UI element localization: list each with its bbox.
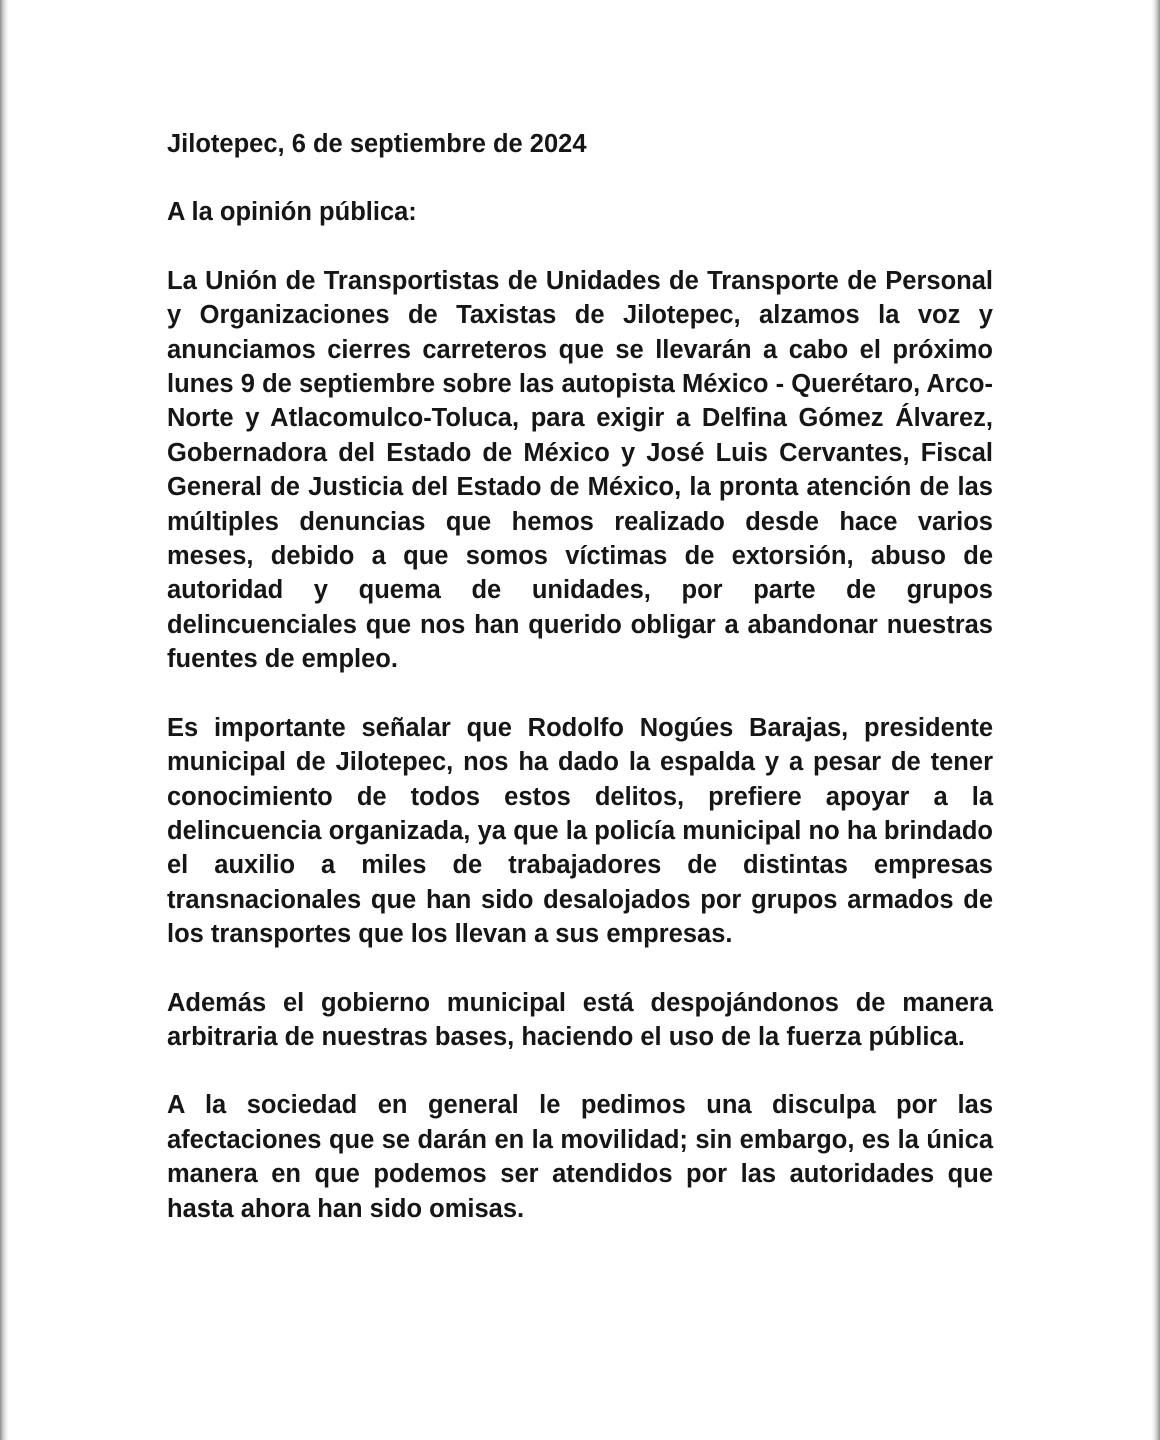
- paragraph-road-closures: La Unión de Transportistas de Unidades de Transporte de Personal y Organizaciones de Taxistas de Jilotepec, alzamos la voz y anunciamos cierres carreteros que se llevarán a cabo el próximo lunes 9 de septiembre sobre las autopista México - Querétaro, Arco- Norte y Atlacomulco-Toluca, para exigir a Delfina Gómez Álvarez, Gobernadora del Estado de México y José Luis Cervantes, Fiscal General de Justicia del Estado de México, la pronta atención de las múltiples denuncias que hemos realizado desde hace varios meses, debido a que somos víctimas de extorsión, abuso de autoridad y quema de unidades, por parte de grupos delincuenciales que nos han querido obligar a abandonar nuestras fuentes de empleo.: [167, 266, 993, 674]
- paragraph-apology: A la sociedad en general le pedimos una disculpa por las afectaciones que se darán en la movilidad; sin embargo, es la única manera en que podemos ser atendidos por las autoridades que hasta ahora han sido omisas.: [167, 1091, 993, 1223]
- letter-date: Jilotepec, 6 de septiembre de 2024: [167, 130, 587, 158]
- letter-salutation: A la opinión pública:: [167, 198, 417, 227]
- paragraph-municipal-government: Además el gobierno municipal está despojándonos de manera arbitraria de nuestras bases, haciendo el uso de la fuerza pública.: [167, 988, 993, 1051]
- page-edge-left: [0, 0, 9, 1440]
- page-edge-right: [1151, 0, 1160, 1440]
- paragraph-municipal-president: Es importante señalar que Rodolfo Nogúes Barajas, presidente municipal de Jilotepec, nos ha dado la espalda y a pesar de tener conocimiento de todos estos delitos, prefiere apoyar a la delincuencia organizada, ya que la policía municipal no ha brindado el auxilio a miles de trabajadores de distintas empresas transnacionales que han sido desalojados por grupos armados de los transportes que los llevan a sus empresas.: [167, 713, 993, 949]
- letter-body: [167, 127, 993, 1226]
